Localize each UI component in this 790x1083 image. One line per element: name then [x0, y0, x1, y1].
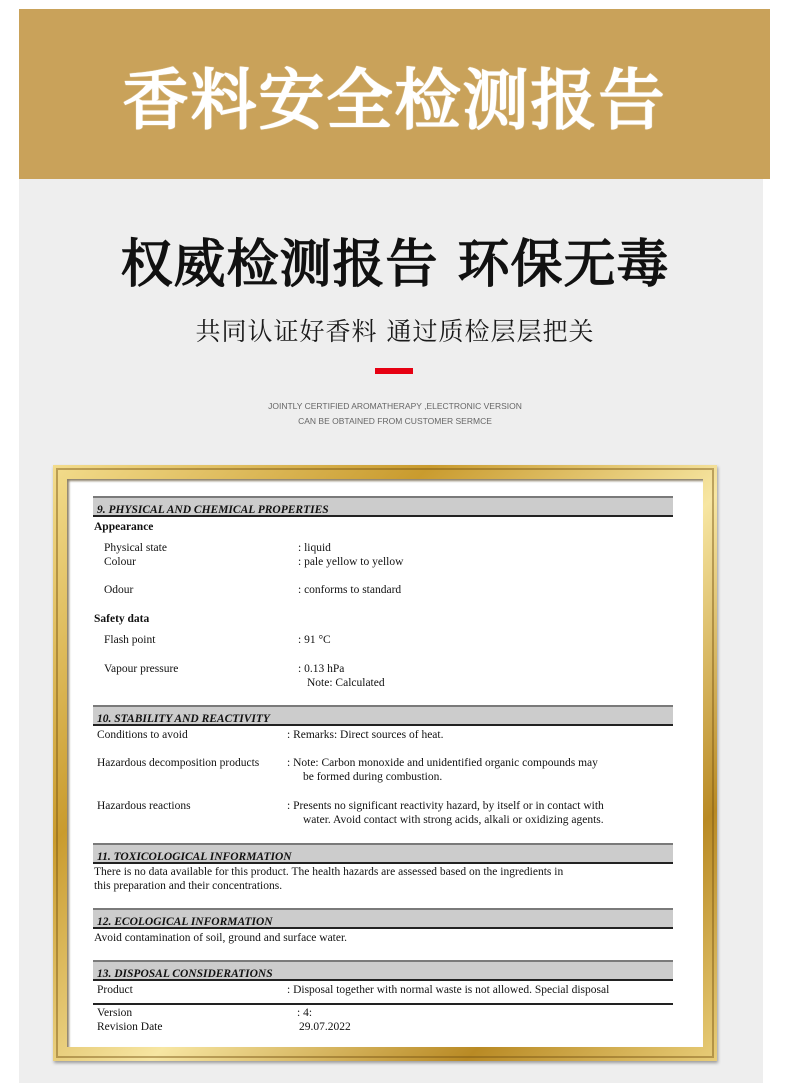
odour-value: : conforms to standard — [298, 584, 402, 596]
ecology-text: Avoid contamination of soil, ground and surface water. — [94, 932, 348, 944]
conditions-value: : Remarks: Direct sources of heat. — [287, 729, 444, 741]
vapour-pressure-value: : 0.13 hPa — [298, 663, 345, 675]
colour-label: Colour — [104, 556, 136, 568]
toxicology-text-1: There is no data available for this product. The health hazards are assessed based on the ingredients in — [94, 866, 564, 878]
product-value: : Disposal together with normal waste is not allowed. Special disposal — [287, 984, 610, 996]
safety-data-label: Safety data — [94, 613, 150, 625]
version-label: Version — [97, 1007, 133, 1019]
headline: 权威检测报告 环保无毒 — [120, 235, 670, 295]
reactions-value-2: water. Avoid contact with strong acids, alkali or oxidizing agents. — [303, 814, 604, 826]
footer-rule — [93, 1003, 673, 1005]
physical-state-value: : liquid — [298, 542, 331, 554]
tagline-line-1: JOINTLY CERTIFIED AROMATHERAPY ,ELECTRONIC VERSION — [268, 401, 522, 411]
section-12-header: 12. ECOLOGICAL INFORMATION — [93, 908, 673, 929]
red-divider — [375, 368, 413, 374]
appearance-label: Appearance — [94, 521, 154, 533]
decomposition-value-1: : Note: Carbon monoxide and unidentified organic compounds may — [287, 757, 598, 769]
revision-date-label: Revision Date — [97, 1021, 163, 1033]
section-9-header: 9. PHYSICAL AND CHEMICAL PROPERTIES — [93, 496, 673, 517]
section-10-header: 10. STABILITY AND REACTIVITY — [93, 705, 673, 726]
flash-point-label: Flash point — [104, 634, 156, 646]
banner-title: 香料安全检测报告 — [122, 61, 667, 139]
toxicology-text-2: this preparation and their concentrations. — [94, 880, 283, 892]
version-value: : 4: — [297, 1007, 313, 1019]
flash-point-value: : 91 °C — [298, 634, 331, 646]
reactions-label: Hazardous reactions — [97, 800, 191, 812]
vapour-pressure-note: Note: Calculated — [307, 677, 385, 689]
odour-label: Odour — [104, 584, 134, 596]
vapour-pressure-label: Vapour pressure — [104, 663, 179, 675]
title-banner — [19, 9, 770, 179]
conditions-label: Conditions to avoid — [97, 729, 188, 741]
section-11-header: 11. TOXICOLOGICAL INFORMATION — [93, 843, 673, 864]
section-13-header: 13. DISPOSAL CONSIDERATIONS — [93, 960, 673, 981]
subheadline: 共同认证好香料 通过质检层层把关 — [195, 317, 595, 346]
tagline-line-2: CAN BE OBTAINED FROM CUSTOMER SERMCE — [298, 416, 492, 426]
decomposition-label: Hazardous decomposition products — [97, 757, 260, 769]
decomposition-value-2: be formed during combustion. — [303, 771, 443, 783]
product-label: Product — [97, 984, 133, 996]
revision-date-value: 29.07.2022 — [299, 1021, 351, 1033]
physical-state-label: Physical state — [104, 542, 167, 554]
colour-value: : pale yellow to yellow — [298, 556, 404, 568]
reactions-value-1: : Presents no significant reactivity hazard, by itself or in contact with — [287, 800, 604, 812]
